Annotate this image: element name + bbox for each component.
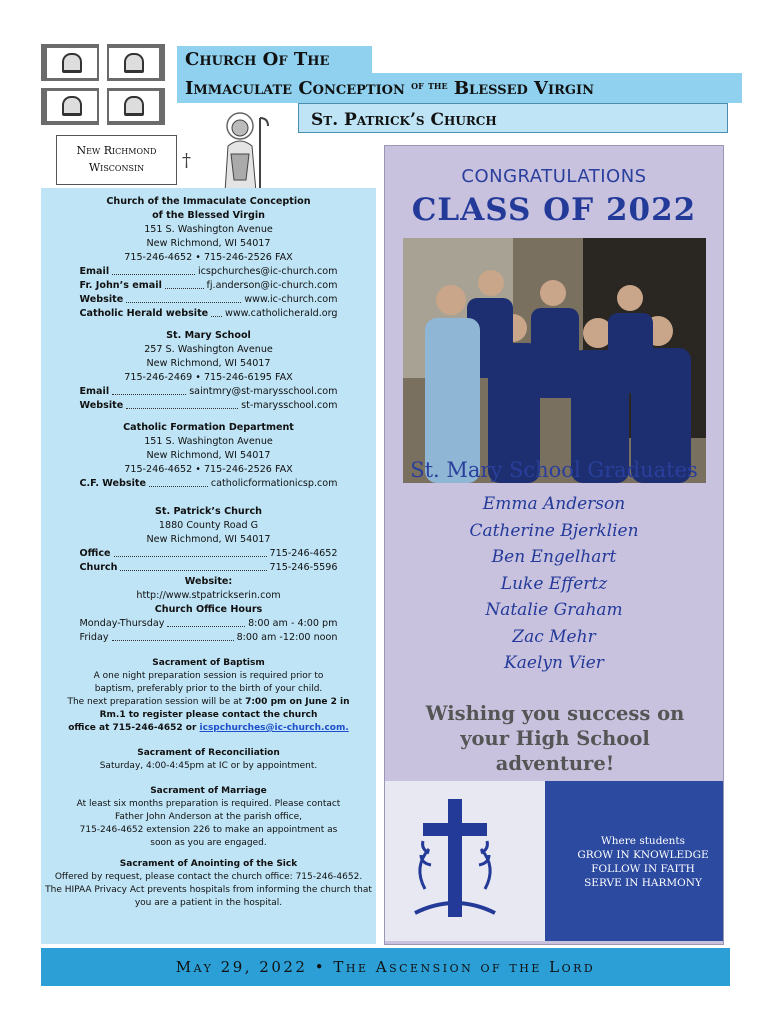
church-email-row: Email icspchurches@ic-church.com [79, 266, 338, 277]
formation-name: Catholic Formation Department [123, 422, 294, 433]
header-title-line1: Church Of The [177, 46, 372, 73]
school-website-row: Website st-marysschool.com [79, 400, 338, 411]
formation-website-row: C.F. Website catholicformationicsp.com [79, 478, 338, 489]
church-phone: 715-246-4652 • 715-246-2526 FAX [124, 252, 293, 263]
graduate-name: Kaelyn Vier [504, 653, 604, 673]
graduate-name: Emma Anderson [482, 494, 626, 514]
hours-friday-row: Friday 8:00 am -12:00 noon [79, 632, 338, 643]
graduates-list [385, 491, 723, 677]
congratulations-heading: CONGRATULATIONS [461, 166, 647, 187]
bell-icon [109, 91, 159, 121]
location-box: New Richmond Wisconsin [56, 135, 177, 185]
baptism-email-link[interactable]: icspchurches@ic-church.com. [199, 723, 349, 733]
school-name: St. Mary School [166, 330, 251, 341]
reconciliation-title: Sacrament of Reconciliation [137, 748, 280, 758]
fr-john-email-row: Fr. John’s email fj.anderson@ic-church.com [79, 280, 338, 291]
graduation-panel [384, 145, 724, 945]
church-name: Church of the Immaculate Conception [106, 196, 311, 207]
st-patrick-name: St. Patrick’s Church [154, 506, 263, 517]
church-logo [41, 44, 165, 125]
baptism-title: Sacrament of Baptism [152, 658, 265, 668]
header-title-line2: Immaculate Conception $^{of the}$ Blessed Virgin [177, 73, 742, 103]
school-motto: Where students GROW IN KNOWLEDGE FOLLOW IN FAITH SERVE IN HARMONY [577, 835, 709, 889]
office-phone-row: Office 715-246-4652 [79, 548, 338, 559]
hours-mon-thu-row: Monday-Thursday 8:00 am - 4:00 pm [79, 618, 338, 629]
graduate-name: Luke Effertz [500, 573, 608, 594]
bell-icon [109, 48, 159, 78]
graduates-photo [403, 238, 706, 483]
school-email-row: Email saintmry@st-marysschool.com [79, 386, 338, 397]
graduates-title: St. Mary School Graduates [410, 458, 698, 482]
footer-date-banner: May 29, 2022 • The Ascension of the Lord [41, 948, 730, 986]
anointing-title: Sacrament of Anointing of the Sick [119, 859, 298, 869]
catholic-herald-row: Catholic Herald website www.catholicherald.org [79, 308, 338, 319]
church-website-row: Website www.ic-church.com [79, 294, 338, 305]
graduate-name: Catherine Bjerklien [469, 520, 639, 541]
church-address: 151 S. Washington Avenue [144, 224, 273, 235]
graduate-name: Zac Mehr [512, 626, 596, 647]
graduate-name: Natalie Graham [485, 600, 623, 620]
header-title-line3: St. Patrick’s Church [298, 103, 728, 133]
wishing-message: Wishing you success on your High School adventure! [425, 702, 685, 775]
cross-icon: † [182, 150, 191, 171]
class-of-heading: CLASS OF 2022 [411, 192, 697, 228]
parish-info-panel: Church of the Immaculate Conception of the Blessed Virgin 151 S. Washington Avenue New Richmond, WI 54017 715-246-4652 • 715-246-2526 FAX Email icspchurches@ic-church.com Fr. John’s email fj.anderson@ic-church.com Website www.ic-church.com Catholic Herald website www.catholicherald.org St. Mary School 257 S. Washington Avenue New Richmond, WI 54017 715-246-2469 • 715-246-6195 FAX Email saintmry@st-marysschool.com Website st-marysschool.com Catholic Formation Department 151 S. Washington Avenue New Richmond, WI 54017 715-246-4652 • 715-246-2526 FAX C.F. Website catholicformationicsp.com St. Patrick’s Church 1880 County Road G New Richmond, WI 54017 Office 715-246-4652 Church 715-246-5596 Website: http://www.stpatrickserin.com Church Office Hours Monday-Thursday 8:00 am - 4:00 pm Friday 8:00 am -12:00 noon Sacrament of Baptism A one night preparation session is required prior to baptism, preferably prior to the birth of your child. The next preparation session will be at 7:00 pm on June 2 in Rm.1 to register please contact the church office at 715-246-4652 or icspchurches@ic-church.com. Sacrament of Reconciliation Saturday, 4:00-4:45pm at IC or by appointment. Sacrament of Marriage At least six months preparation is required. Please contact Father John Anderson at the parish office, 715-246-4652 extension 226 to make an appointment as soon as you are engaged. Sacrament of Anointing of the Sick Offered by request, please contact the church office: 715-246-4652. The HIPAA Privacy Act prevents hospitals from informing the church that you are a patient in the hospital. [41, 188, 376, 944]
graduate-name: Ben Engelhart [491, 547, 617, 567]
st-patrick-website: http://www.stpatrickserin.com [136, 590, 281, 601]
saint-patrick-image [200, 110, 280, 192]
marriage-title: Sacrament of Marriage [150, 786, 267, 796]
office-hours-title: Church Office Hours [154, 604, 263, 615]
church-phone-row: Church 715-246-5596 [79, 562, 338, 573]
bell-icon [47, 91, 97, 121]
bell-icon [47, 48, 97, 78]
